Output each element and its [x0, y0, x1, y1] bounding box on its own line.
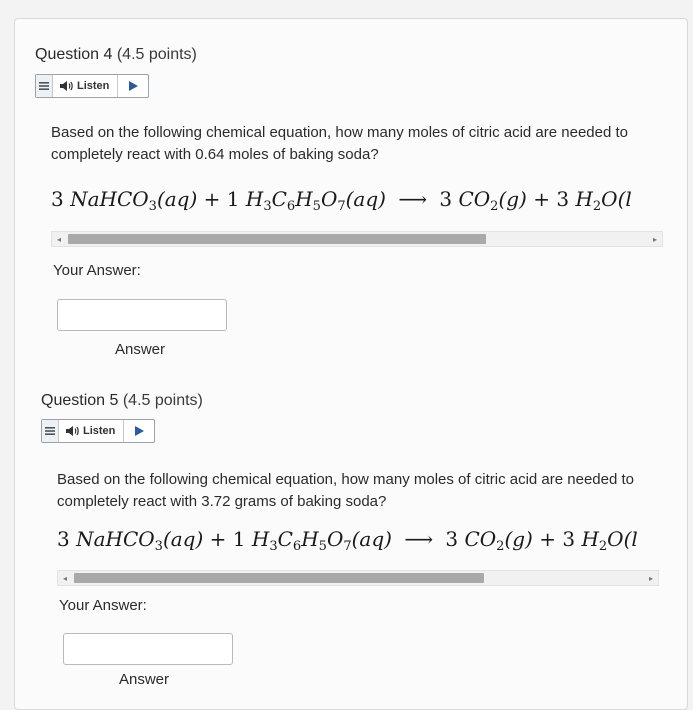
- question-points: (4.5 points): [116, 46, 197, 63]
- listen-label: Listen: [77, 80, 110, 92]
- question-number: Question 4: [35, 46, 113, 63]
- question-title: [41, 392, 203, 410]
- scroll-right-icon[interactable]: ▸: [652, 234, 657, 244]
- answer-caption: Answer: [115, 341, 166, 358]
- listen-label: Listen: [83, 425, 116, 437]
- scrollbar-thumb[interactable]: [68, 234, 486, 244]
- play-icon: [129, 81, 138, 91]
- question-title: [35, 46, 197, 64]
- chemical-equation: 3 NaHCO$_3$(aq) + 1 $H_3C_6H_5O_7(aq)$ ⟶ 3 $CO_2(g) + 3$ $H_2O(l$: [51, 187, 632, 211]
- play-button[interactable]: [118, 75, 148, 97]
- speaker-icon: [59, 80, 73, 92]
- quiz-card: [14, 18, 688, 710]
- scroll-left-icon[interactable]: ◂: [56, 234, 61, 244]
- your-answer-label: Your Answer:: [59, 597, 147, 614]
- question-prompt: Based on the following chemical equation, how many moles of citric acid are needed to completely react with 0.64 moles of baking soda?: [51, 124, 628, 163]
- listen-button[interactable]: [53, 75, 118, 97]
- scrollbar-thumb[interactable]: [74, 573, 484, 583]
- question-points: (4.5 points): [122, 392, 203, 409]
- answer-input[interactable]: [63, 633, 233, 665]
- speaker-icon: [65, 425, 79, 437]
- your-answer-label: Your Answer:: [53, 262, 141, 279]
- question-number: Question 5: [41, 392, 119, 409]
- menu-icon[interactable]: [36, 75, 53, 97]
- equation-scrollbar[interactable]: [51, 231, 663, 247]
- play-icon: [135, 426, 144, 436]
- listen-widget: [41, 419, 155, 443]
- answer-input[interactable]: [57, 299, 227, 331]
- listen-button[interactable]: [59, 420, 124, 442]
- answer-caption: Answer: [119, 671, 170, 688]
- menu-icon[interactable]: [42, 420, 59, 442]
- play-button[interactable]: [124, 420, 154, 442]
- listen-widget: [35, 74, 149, 98]
- question-prompt: Based on the following chemical equation, how many moles of citric acid are needed to completely react with 3.72 grams of baking soda?: [57, 471, 634, 510]
- chemical-equation: 3 NaHCO$_3$(aq) + 1 $H_3C_6H_5O_7(aq)$ ⟶ 3 $CO_2(g) + 3$ $H_2O(l$: [57, 527, 638, 551]
- scroll-left-icon[interactable]: ◂: [62, 573, 67, 583]
- equation-scrollbar[interactable]: [57, 570, 659, 586]
- scroll-right-icon[interactable]: ▸: [648, 573, 653, 583]
